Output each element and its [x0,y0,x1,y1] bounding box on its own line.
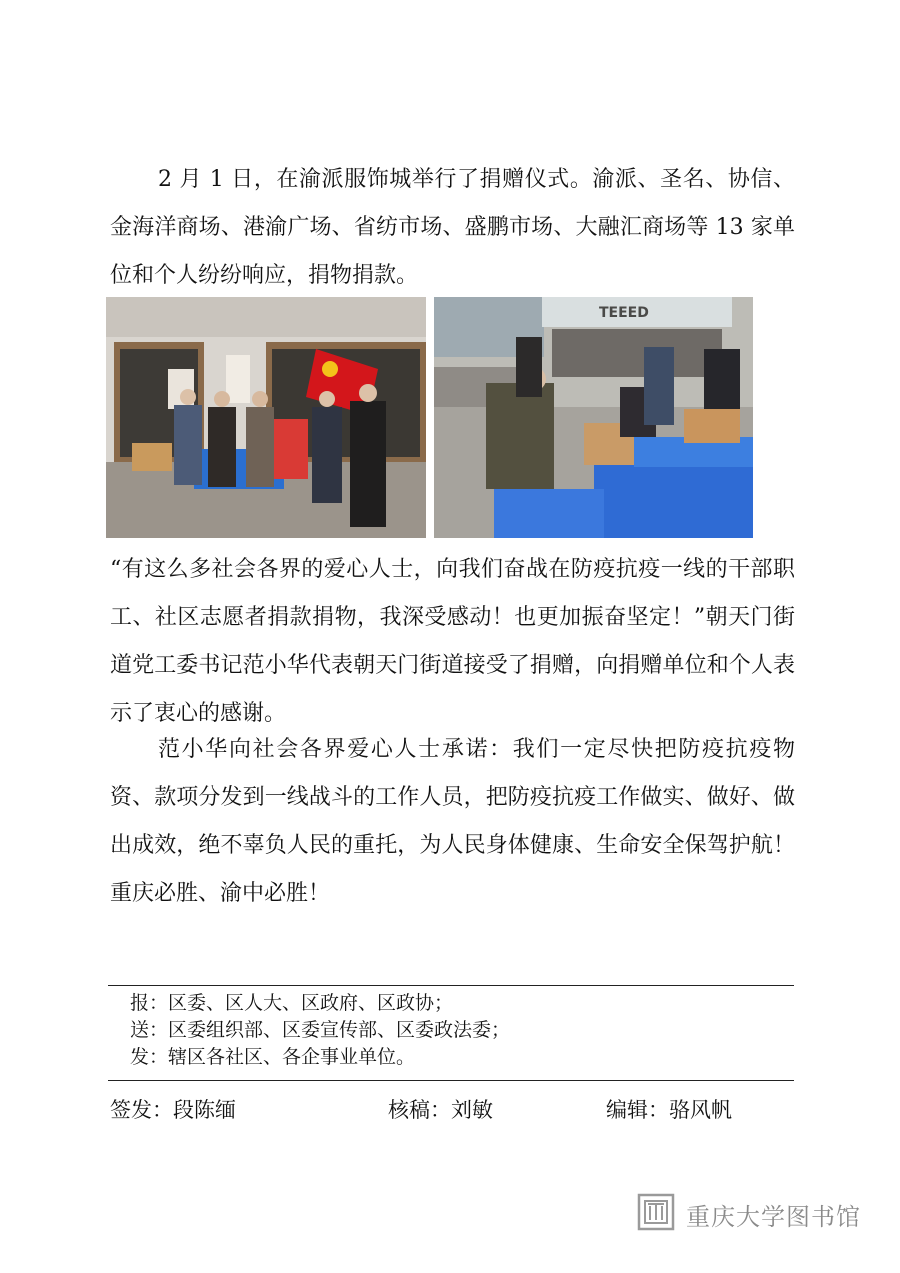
paragraph-quote: “有这么多社会各界的爱心人士，向我们奋战在防疫抗疫一线的干部职工、社区志愿者捐款捐物，我深受感动！也更加振奋坚定！”朝天门街道党工委书记范小华代表朝天门街道接受了捐赠，向捐赠单位和个人表示了衷心的感谢。 [110,557,795,726]
library-logo-icon [636,1192,676,1236]
distribution-list [130,990,510,1071]
signoff-issuer: 签发：段陈缅 [110,1098,236,1122]
divider-top [108,985,794,986]
photo-donation-ceremony [106,297,426,538]
distribution-report: 报：区委、区人大、区政府、区政协； [130,992,454,1014]
signoff-editor: 编辑：骆风帆 [606,1098,732,1122]
divider-bottom [108,1080,794,1081]
signoff-reviewer: 核稿：刘敏 [388,1098,493,1122]
store-sign-text: TEEED [599,305,649,321]
distribution-send: 送：区委组织部、区委宣传部、区委政法委； [130,1019,511,1041]
photo-supplies-packing [434,297,753,538]
paragraph-pledge: 范小华向社会各界爱心人士承诺：我们一定尽快把防疫抗疫物资、款项分发到一线战斗的工作人员，把防疫抗疫工作做实、做好、做出成效，绝不辜负人民的重托，为人民身体健康、生命安全保驾护航！重庆必胜、渝中必胜！ [110,737,795,906]
watermark-text: 重庆大学图书馆 [686,1202,861,1231]
paragraph-ceremony: 2 月 1 日，在渝派服饰城举行了捐赠仪式。渝派、圣名、协信、金海洋商场、港渝广场、省纺市场、盛鹏市场、大融汇商场等 13 家单位和个人纷纷响应，捐物捐款。 [110,167,795,288]
watermark [636,1192,861,1236]
distribution-issue: 发：辖区各社区、各企事业单位。 [130,1046,416,1068]
